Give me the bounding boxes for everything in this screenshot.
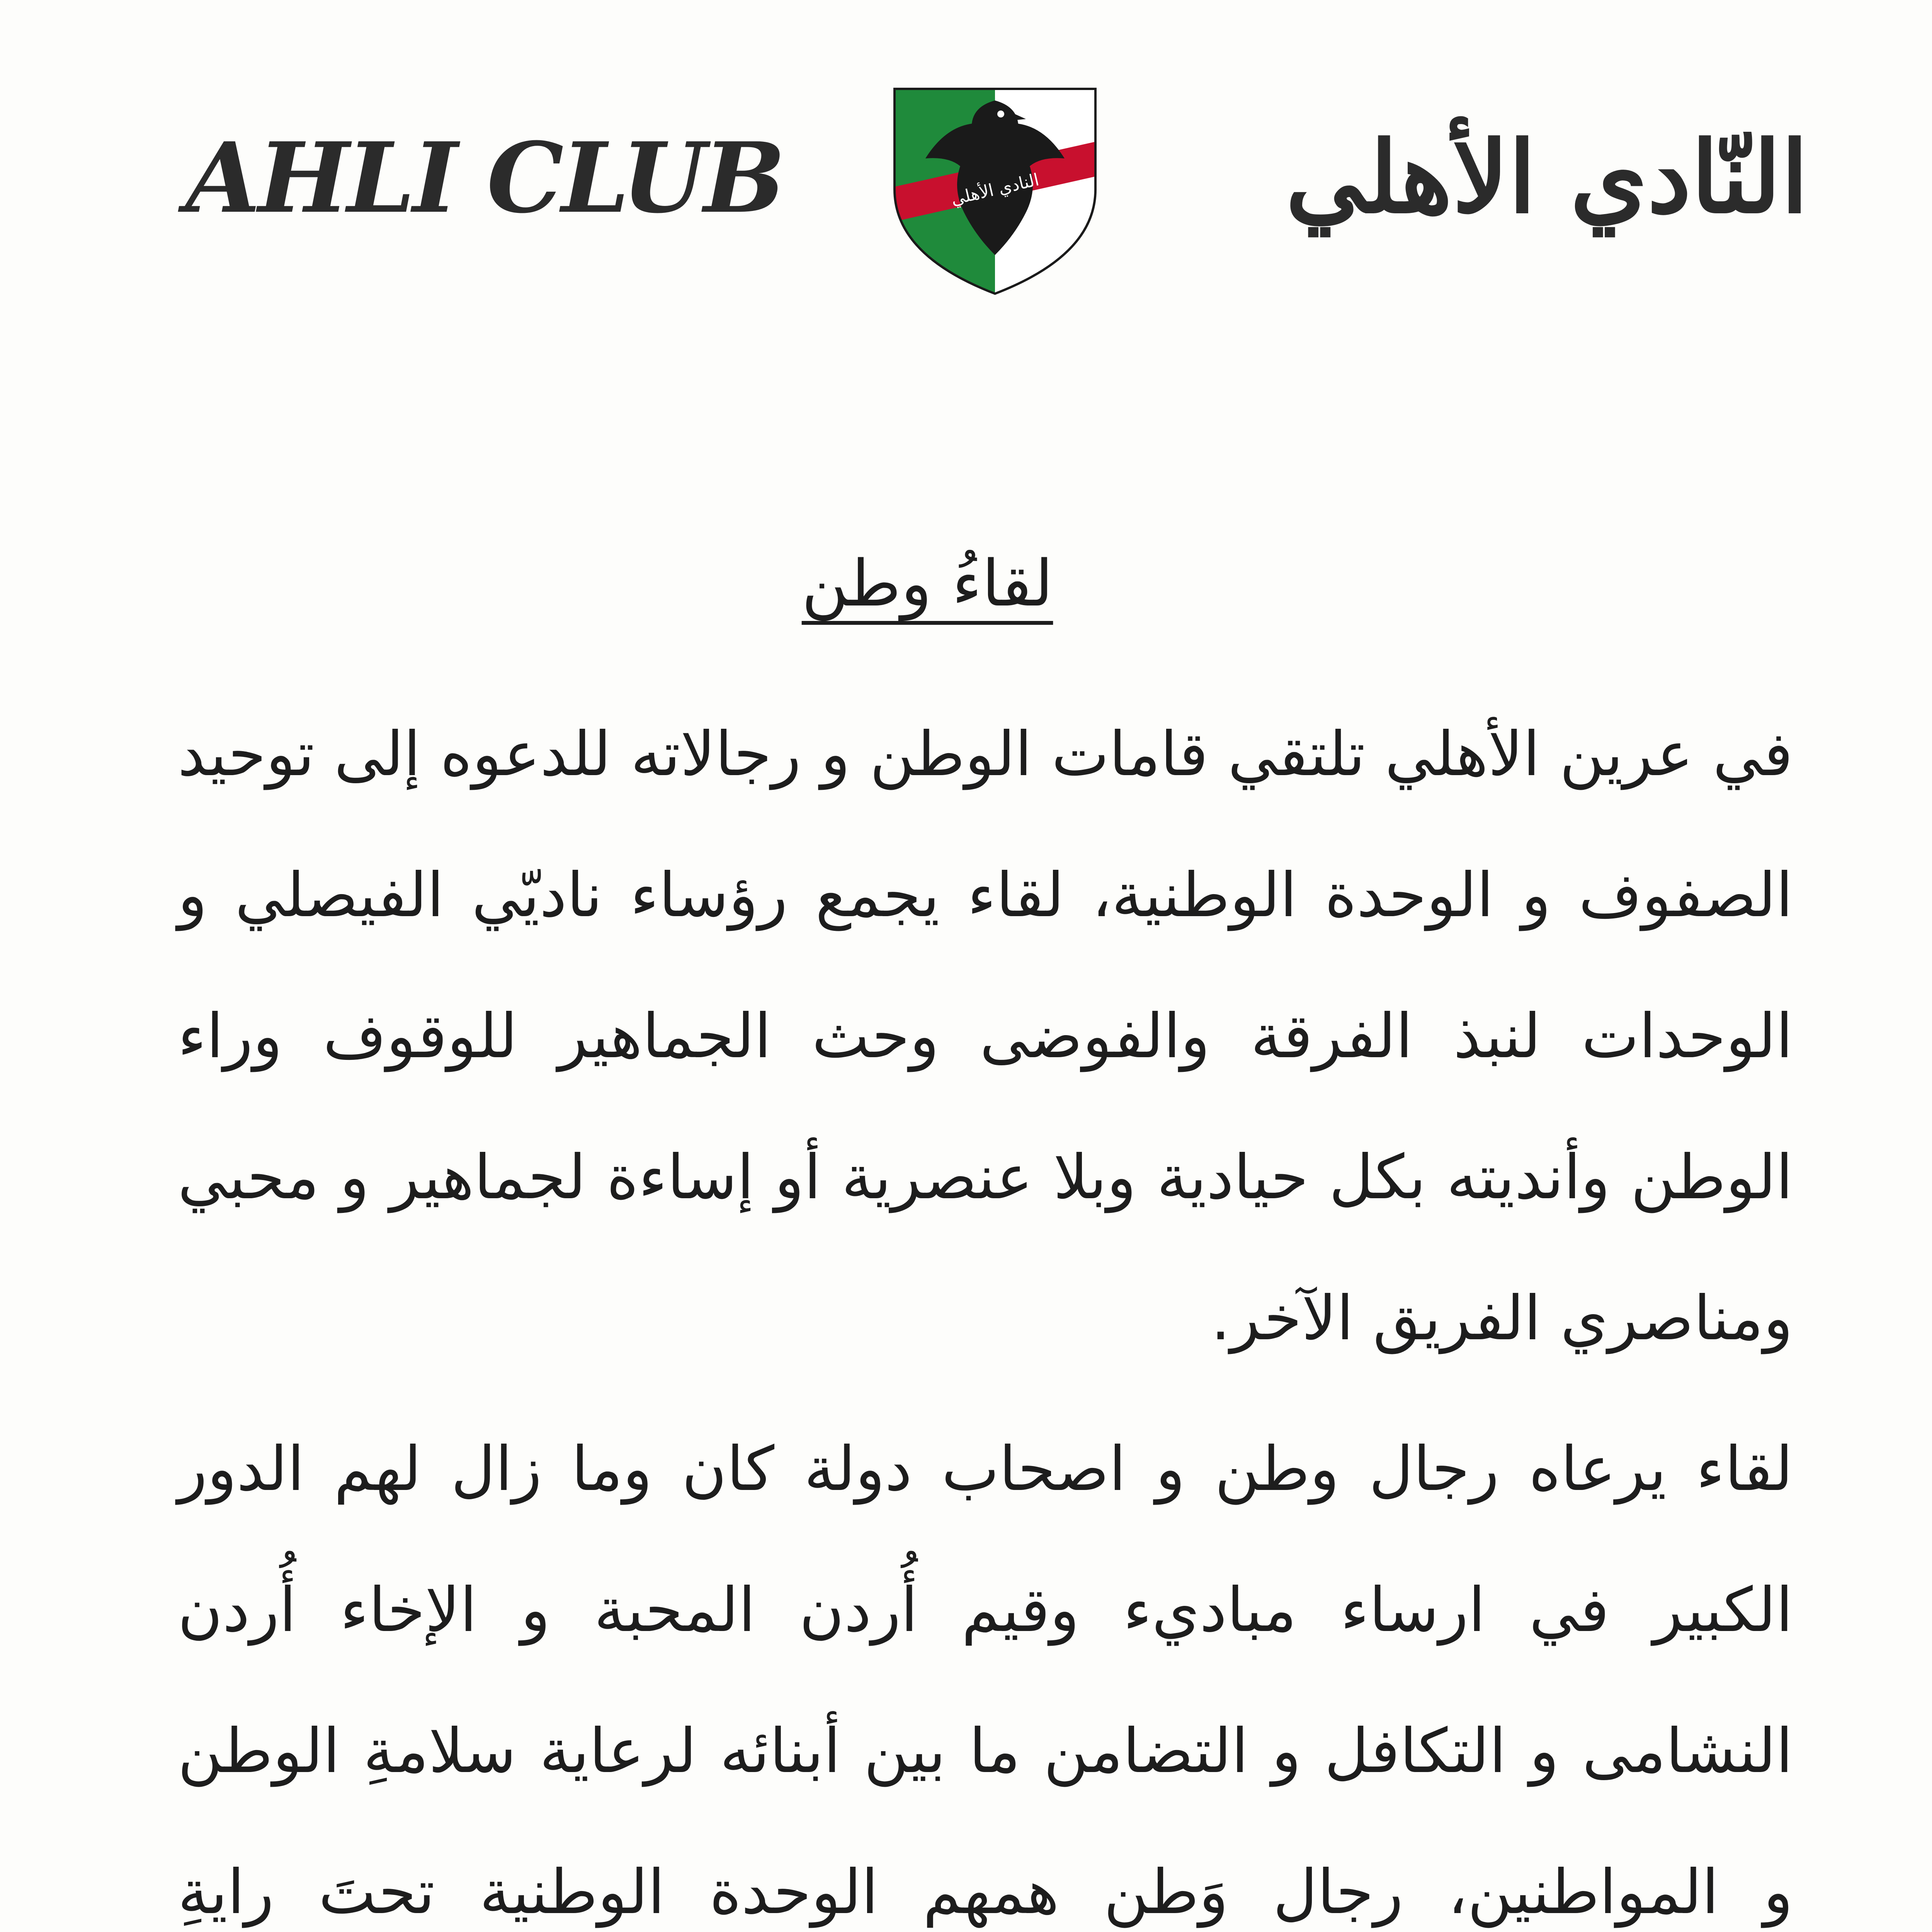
eagle-shield-crest-icon: [883, 73, 1107, 298]
document-title: لقاءُ وطن: [801, 546, 1053, 621]
club-name-english: AHLI CLUB: [185, 121, 783, 235]
body-paragraph-2: لقاء يرعاه رجال وطن و اصحاب دولة كان وما زال لهم الدور الكبير في ارساء مباديء وقيم أُردن المحبة و الإخاء أُردن النشامى و التكافل و التضامن ما بين أبنائه لرعاية سلامةِ الوطن و المواطنين، رجال وَطن همهم الوحدة الوطنية تحتَ رايةِ: [178, 1434, 1793, 1928]
body-paragraph-1: في عرين الأهلي تلتقي قامات الوطن و رجالاته للدعوه إلى توحيد الصفوف و الوحدة الوطنية، لقاء يجمع رؤساء ناديّي الفيصلي و الوحدات لنبذ الفرقة والفوضى وحث الجماهير للوقوف وراء الوطن وأنديته بكل حيادية وبلا عنصرية أو إساءة لجماهير و محبي ومناصري الفريق الآخر.: [178, 719, 1793, 1354]
club-name-arabic: النّادي الأهلي: [1286, 120, 1808, 235]
crest-banner-text: النادي الأهلي: [949, 170, 1041, 209]
